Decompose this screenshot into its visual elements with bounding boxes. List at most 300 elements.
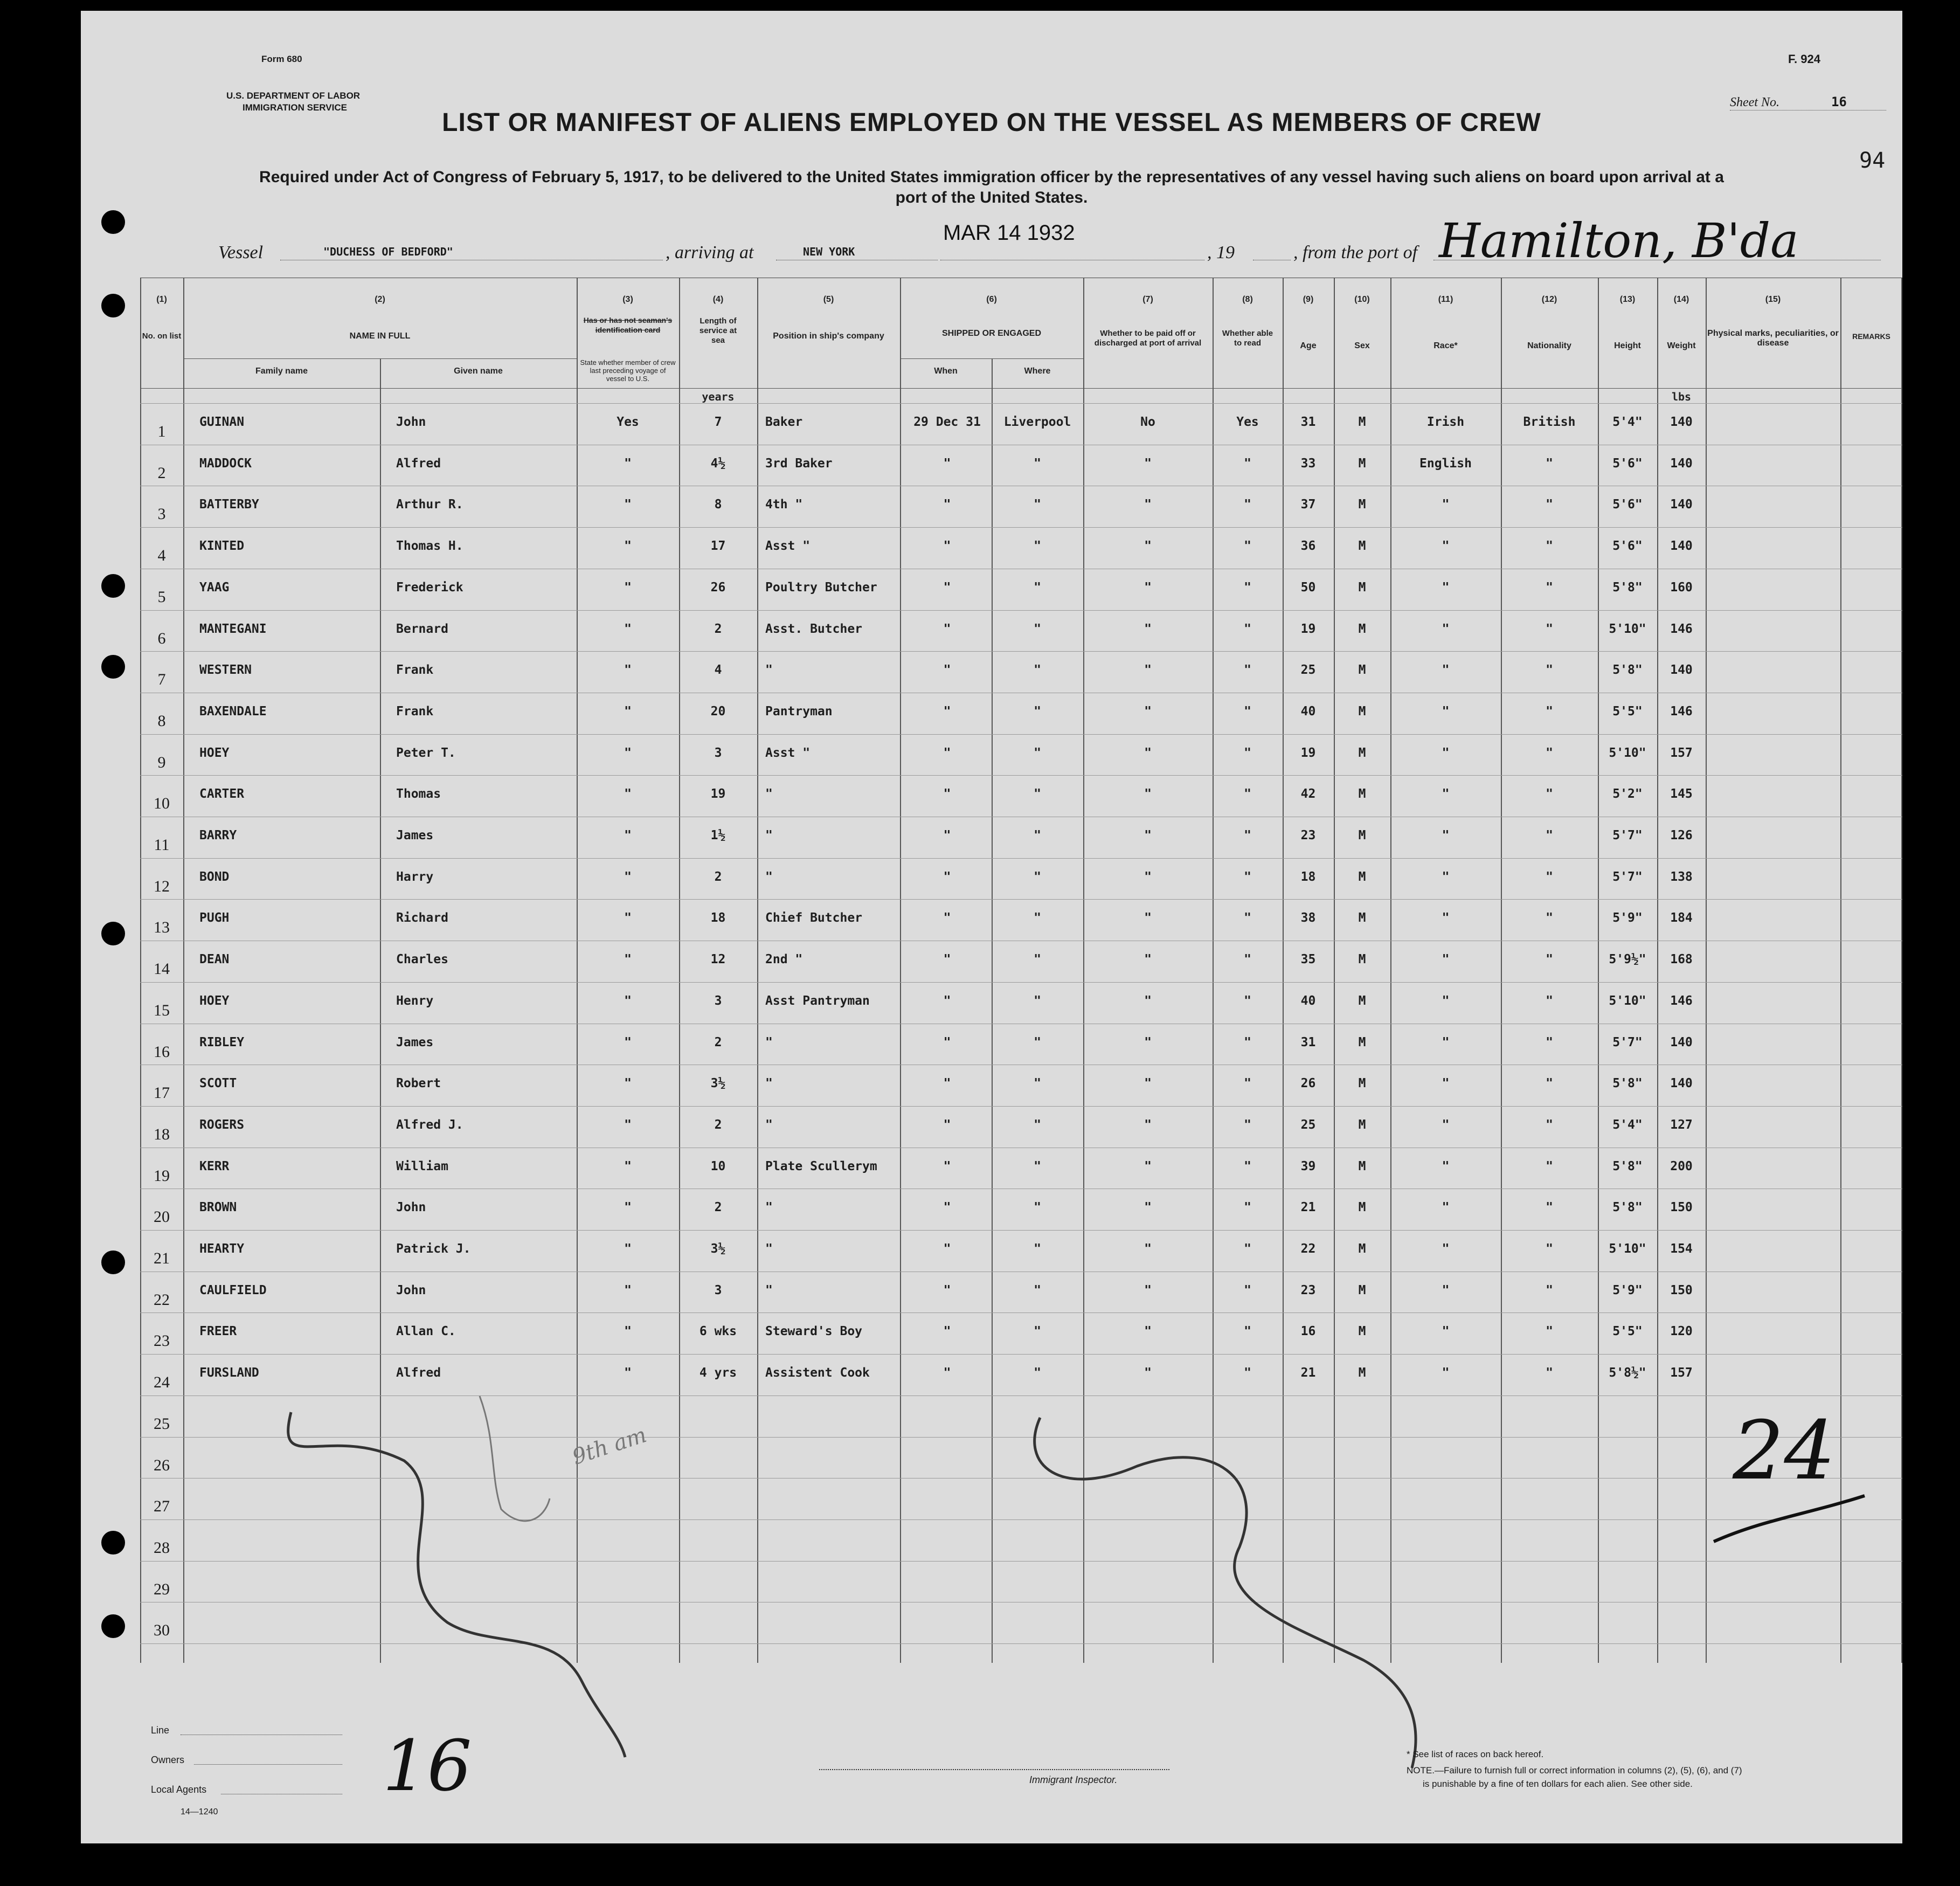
table-cell-height: 5'10" — [1609, 621, 1646, 636]
table-cell-paid-off: " — [1144, 621, 1152, 636]
table-cell-previous-voyage: " — [624, 952, 632, 967]
table-cell-able-read: Yes — [1236, 415, 1259, 429]
row-number: 10 — [154, 795, 170, 813]
table-cell-given-name: Bernard — [396, 621, 448, 636]
total-underline — [1714, 1496, 1865, 1542]
table-cell-height: 5'2" — [1612, 787, 1643, 802]
table-cell-paid-off: " — [1144, 1324, 1152, 1339]
col-num-5: (5) — [823, 295, 834, 304]
table-cell-previous-voyage: " — [624, 1117, 632, 1132]
table-cell-height: 5'7" — [1612, 869, 1643, 884]
table-cell-sex: M — [1358, 1283, 1366, 1297]
table-cell-sex: M — [1358, 1117, 1366, 1132]
row-number: 4 — [157, 547, 166, 565]
service-label: IMMIGRATION SERVICE — [243, 102, 347, 113]
table-cell-nationality: " — [1546, 1159, 1553, 1173]
table-cell-sex: M — [1358, 1324, 1366, 1339]
col-num-14: (14) — [1673, 295, 1689, 304]
col-num-4: (4) — [712, 295, 724, 304]
table-cell-position: " — [765, 1242, 773, 1256]
table-cell-sex: M — [1358, 1366, 1366, 1380]
row-number: 24 — [154, 1373, 170, 1392]
table-cell-able-read: " — [1244, 1200, 1251, 1215]
table-cell-service-length: 2 — [714, 1035, 722, 1049]
row-number: 19 — [154, 1166, 170, 1185]
table-cell-nationality: " — [1546, 1283, 1553, 1297]
table-cell-nationality: " — [1546, 580, 1553, 595]
table-cell-family-name: CAULFIELD — [199, 1283, 267, 1297]
table-cell-previous-voyage: " — [624, 993, 632, 1008]
row-number: 25 — [154, 1414, 170, 1433]
table-cell-sex: M — [1358, 911, 1366, 925]
table-cell-shipped-where: " — [1034, 1283, 1041, 1297]
table-cell-shipped-when: " — [943, 1366, 951, 1380]
header-length-service: Length of service at sea — [699, 316, 737, 345]
form-number: Form 680 — [261, 54, 302, 64]
table-cell-weight: 157 — [1670, 1366, 1693, 1380]
table-cell-paid-off: " — [1144, 1117, 1152, 1132]
table-cell-age: 33 — [1300, 456, 1316, 471]
table-cell-able-read: " — [1244, 621, 1251, 636]
row-number: 7 — [157, 671, 166, 689]
table-cell-given-name: John — [396, 415, 426, 429]
row-number: 21 — [154, 1249, 170, 1267]
table-cell-age: 23 — [1300, 1283, 1316, 1297]
table-cell-height: 5'5" — [1612, 1324, 1643, 1339]
table-cell-paid-off: " — [1144, 952, 1152, 967]
table-cell-shipped-where: " — [1034, 1324, 1041, 1339]
table-cell-previous-voyage: " — [624, 456, 632, 471]
table-cell-sex: M — [1358, 787, 1366, 802]
table-cell-nationality: " — [1546, 663, 1553, 678]
table-cell-family-name: BROWN — [199, 1200, 237, 1215]
table-cell-nationality: " — [1546, 952, 1553, 967]
table-cell-weight: 145 — [1670, 787, 1693, 802]
col-num-7: (7) — [1142, 295, 1153, 304]
table-cell-position: 3rd Baker — [765, 456, 833, 471]
table-cell-sex: M — [1358, 580, 1366, 595]
col-num-10: (10) — [1354, 295, 1370, 304]
table-cell-weight: 140 — [1670, 498, 1693, 512]
table-cell-service-length: 3½ — [710, 1242, 726, 1256]
table-cell-position: " — [765, 787, 773, 802]
table-cell-height: 5'10" — [1609, 1242, 1646, 1256]
table-cell-age: 40 — [1300, 993, 1316, 1008]
table-cell-age: 23 — [1300, 828, 1316, 842]
table-cell-height: 5'8" — [1612, 1076, 1643, 1091]
table-cell-position: " — [765, 1200, 773, 1215]
handwritten-total: 24 — [1733, 1404, 1836, 1498]
table-cell-previous-voyage: " — [624, 787, 632, 802]
table-cell-able-read: " — [1244, 1117, 1251, 1132]
table-cell-paid-off: " — [1144, 1200, 1152, 1215]
sheet-label: Sheet No. — [1730, 95, 1779, 109]
table-cell-previous-voyage: " — [624, 663, 632, 678]
table-cell-given-name: Charles — [396, 952, 448, 967]
table-cell-able-read: " — [1244, 1283, 1251, 1297]
vessel-name: "DUCHESS OF BEDFORD" — [323, 245, 453, 258]
row-number: 15 — [154, 1001, 170, 1019]
table-cell-previous-voyage: " — [624, 1283, 632, 1297]
table-cell-race: " — [1442, 828, 1450, 842]
table-cell-nationality: " — [1546, 621, 1553, 636]
table-cell-given-name: Harry — [396, 869, 434, 884]
table-cell-race: " — [1442, 1076, 1450, 1091]
header-shipped-engaged: SHIPPED OR ENGAGED — [941, 329, 1042, 338]
table-cell-weight: 140 — [1670, 456, 1693, 471]
row-number: 9 — [157, 753, 166, 771]
table-cell-paid-off: " — [1144, 993, 1152, 1008]
table-cell-service-length: 3 — [714, 745, 722, 760]
table-cell-weight: 150 — [1670, 1200, 1693, 1215]
table-cell-height: 5'7" — [1612, 828, 1643, 842]
table-cell-given-name: Henry — [396, 993, 434, 1008]
table-cell-weight: 160 — [1670, 580, 1693, 595]
table-cell-paid-off: " — [1144, 704, 1152, 719]
table-cell-sex: M — [1358, 952, 1366, 967]
table-cell-height: 5'9" — [1612, 1283, 1643, 1297]
table-cell-shipped-when: " — [943, 539, 951, 554]
table-cell-age: 50 — [1300, 580, 1316, 595]
table-cell-service-length: 1½ — [710, 828, 726, 842]
page-number: 94 — [1859, 148, 1886, 173]
header-where: Where — [1024, 367, 1051, 376]
table-cell-age: 19 — [1300, 621, 1316, 636]
table-cell-sex: M — [1358, 704, 1366, 719]
table-cell-service-length: 3 — [714, 993, 722, 1008]
table-cell-paid-off: " — [1144, 498, 1152, 512]
header-name-in-full: NAME IN FULL — [349, 331, 411, 341]
table-cell-family-name: KINTED — [199, 539, 245, 554]
table-cell-sex: M — [1358, 1242, 1366, 1256]
table-cell-previous-voyage: " — [624, 1200, 632, 1215]
table-cell-able-read: " — [1244, 1324, 1251, 1339]
table-cell-age: 40 — [1300, 704, 1316, 719]
header-physical-marks: Physical marks, peculiarities, or disease — [1707, 329, 1839, 348]
table-cell-able-read: " — [1244, 456, 1251, 471]
table-cell-nationality: " — [1546, 498, 1553, 512]
table-cell-age: 35 — [1300, 952, 1316, 967]
row-number: 12 — [154, 877, 170, 895]
table-cell-service-length: 2 — [714, 1200, 722, 1215]
table-cell-age: 25 — [1300, 1117, 1316, 1132]
table-cell-height: 5'8½" — [1609, 1366, 1646, 1380]
row-number: 3 — [157, 505, 166, 523]
row-number: 1 — [157, 423, 166, 440]
manifest-sheet — [81, 11, 1902, 1843]
table-cell-paid-off: " — [1144, 1076, 1152, 1091]
table-cell-family-name: BOND — [199, 869, 230, 884]
table-cell-paid-off: " — [1144, 1283, 1152, 1297]
table-cell-able-read: " — [1244, 539, 1251, 554]
table-cell-shipped-where: " — [1034, 621, 1041, 636]
table-cell-able-read: " — [1244, 1035, 1251, 1049]
row-number: 28 — [154, 1538, 170, 1557]
table-cell-given-name: Richard — [396, 911, 448, 925]
table-cell-age: 18 — [1300, 869, 1316, 884]
row-number: 26 — [154, 1456, 170, 1474]
arriving-port: NEW YORK — [803, 245, 855, 258]
row-number: 20 — [154, 1208, 170, 1226]
table-cell-race: " — [1442, 1200, 1450, 1215]
table-cell-service-length: 4½ — [710, 456, 726, 471]
table-cell-height: 5'8" — [1612, 580, 1643, 595]
table-cell-given-name: Alfred — [396, 456, 441, 471]
table-cell-age: 39 — [1300, 1159, 1316, 1173]
table-cell-age: 22 — [1300, 1242, 1316, 1256]
table-cell-shipped-where: " — [1034, 704, 1041, 719]
table-cell-age: 38 — [1300, 911, 1316, 925]
header-struck-id-card: Has or has not seaman's identification card — [583, 316, 673, 334]
header-weight: Weight — [1667, 341, 1696, 350]
table-cell-age: 31 — [1300, 1035, 1316, 1049]
table-cell-nationality: " — [1546, 1200, 1553, 1215]
table-cell-shipped-when: " — [943, 456, 951, 471]
table-cell-position: " — [765, 1076, 773, 1091]
row-number: 6 — [157, 629, 166, 647]
table-cell-shipped-when: " — [943, 869, 951, 884]
table-cell-sex: M — [1358, 869, 1366, 884]
sheet-number: 16 — [1831, 94, 1847, 109]
row-number: 5 — [157, 588, 166, 606]
table-cell-able-read: " — [1244, 952, 1251, 967]
table-cell-shipped-when: " — [943, 1076, 951, 1091]
table-cell-family-name: HEARTY — [199, 1242, 245, 1256]
table-cell-able-read: " — [1244, 663, 1251, 678]
header-height: Height — [1614, 341, 1641, 350]
table-cell-family-name: HOEY — [199, 745, 230, 760]
table-cell-family-name: YAAG — [199, 580, 230, 595]
table-cell-shipped-where: " — [1034, 1035, 1041, 1049]
table-cell-shipped-where: Liverpool — [1003, 415, 1071, 429]
table-cell-race: " — [1442, 1283, 1450, 1297]
table-cell-paid-off: " — [1144, 1035, 1152, 1049]
table-cell-height: 5'4" — [1612, 415, 1643, 429]
table-cell-race: " — [1442, 1117, 1450, 1132]
table-cell-shipped-when: " — [943, 1117, 951, 1132]
table-cell-race: " — [1442, 539, 1450, 554]
table-cell-age: 37 — [1300, 498, 1316, 512]
table-cell-age: 26 — [1300, 1076, 1316, 1091]
table-cell-shipped-when: " — [943, 498, 951, 512]
table-cell-sex: M — [1358, 456, 1366, 471]
table-cell-paid-off: " — [1144, 869, 1152, 884]
table-cell-shipped-where: " — [1034, 911, 1041, 925]
table-cell-height: 5'6" — [1612, 456, 1643, 471]
table-cell-able-read: " — [1244, 911, 1251, 925]
col-num-6: (6) — [986, 295, 997, 304]
table-cell-sex: M — [1358, 498, 1366, 512]
table-cell-sex: M — [1358, 745, 1366, 760]
table-cell-service-length: 6 wks — [699, 1324, 737, 1339]
table-cell-paid-off: " — [1144, 1242, 1152, 1256]
table-cell-shipped-when: " — [943, 993, 951, 1008]
table-cell-position: 2nd " — [765, 952, 803, 967]
table-cell-service-length: 10 — [710, 1159, 726, 1173]
table-cell-weight: 146 — [1670, 993, 1693, 1008]
table-cell-shipped-when: 29 Dec 31 — [913, 415, 981, 429]
table-cell-shipped-when: " — [943, 1324, 951, 1339]
table-cell-given-name: Alfred J. — [396, 1117, 463, 1132]
table-cell-service-length: 4 — [714, 663, 722, 678]
table-cell-able-read: " — [1244, 993, 1251, 1008]
table-cell-family-name: SCOTT — [199, 1076, 237, 1091]
table-cell-age: 21 — [1300, 1200, 1316, 1215]
table-cell-shipped-where: " — [1034, 828, 1041, 842]
table-cell-race: " — [1442, 869, 1450, 884]
table-cell-paid-off: " — [1144, 787, 1152, 802]
table-cell-position: Chief Butcher — [765, 911, 863, 925]
table-cell-given-name: Thomas H. — [396, 539, 463, 554]
table-cell-shipped-where: " — [1034, 869, 1041, 884]
table-cell-height: 5'10" — [1609, 993, 1646, 1008]
row-number: 8 — [157, 711, 166, 730]
table-cell-paid-off: " — [1144, 911, 1152, 925]
table-cell-able-read: " — [1244, 828, 1251, 842]
from-port-handwritten: Hamilton, B'da — [1439, 213, 1799, 268]
table-cell-shipped-when: " — [943, 911, 951, 925]
table-cell-shipped-when: " — [943, 745, 951, 760]
table-cell-race: " — [1442, 1035, 1450, 1049]
table-cell-previous-voyage: " — [624, 1076, 632, 1091]
table-cell-given-name: John — [396, 1200, 426, 1215]
table-cell-paid-off: " — [1144, 1366, 1152, 1380]
row-number: 14 — [154, 960, 170, 978]
table-cell-given-name: Thomas — [396, 787, 441, 802]
table-cell-shipped-when: " — [943, 1242, 951, 1256]
col-num-9: (9) — [1303, 295, 1314, 304]
header-able-read: Whether able to read — [1222, 329, 1273, 348]
table-cell-position: " — [765, 828, 773, 842]
table-cell-race: " — [1442, 1366, 1450, 1380]
table-cell-previous-voyage: " — [624, 621, 632, 636]
page-title: LIST OR MANIFEST OF ALIENS EMPLOYED ON THE VESSEL AS MEMBERS OF CREW — [442, 108, 1541, 137]
table-cell-shipped-when: " — [943, 704, 951, 719]
table-cell-nationality: " — [1546, 1117, 1553, 1132]
col-num-11: (11) — [1438, 295, 1453, 304]
table-cell-shipped-where: " — [1034, 745, 1041, 760]
table-cell-sex: M — [1358, 1159, 1366, 1173]
table-cell-weight: 140 — [1670, 539, 1693, 554]
table-cell-sex: M — [1358, 415, 1366, 429]
table-cell-sex: M — [1358, 1076, 1366, 1091]
table-cell-race: " — [1442, 952, 1450, 967]
table-cell-weight: 140 — [1670, 415, 1693, 429]
table-cell-shipped-where: " — [1034, 993, 1041, 1008]
table-cell-nationality: " — [1546, 869, 1553, 884]
table-cell-age: 31 — [1300, 415, 1316, 429]
table-cell-given-name: Arthur R. — [396, 498, 463, 512]
table-cell-service-length: 3 — [714, 1283, 722, 1297]
table-cell-shipped-when: " — [943, 663, 951, 678]
col-num-15: (15) — [1765, 295, 1781, 304]
footer-note-penalty-cont: is punishable by a fine of ten dollars for each alien. See other side. — [1423, 1779, 1693, 1789]
header-paid-off: Whether to be paid off or discharged at port of arrival — [1094, 329, 1202, 348]
table-cell-family-name: BARRY — [199, 828, 237, 842]
table-cell-shipped-where: " — [1034, 539, 1041, 554]
table-cell-able-read: " — [1244, 1159, 1251, 1173]
table-cell-position: " — [765, 1035, 773, 1049]
table-cell-position: Asst " — [765, 745, 811, 760]
table-cell-shipped-where: " — [1034, 1159, 1041, 1173]
table-cell-shipped-where: " — [1034, 456, 1041, 471]
footer-note-penalty: NOTE.—Failure to furnish full or correct information in columns (2), (5), (6), and (7) — [1407, 1765, 1742, 1776]
table-cell-previous-voyage: Yes — [617, 415, 639, 429]
table-cell-race: Irish — [1426, 415, 1465, 429]
table-cell-family-name: MANTEGANI — [199, 621, 267, 636]
table-cell-service-length: 8 — [714, 498, 722, 512]
page-subtitle: Required under Act of Congress of February 5, 1917, to be delivered to the United States immigration officer by the representatives of any vessel having such aliens on board upon arrival at a port of the United States. — [259, 168, 1724, 206]
table-cell-nationality: " — [1546, 745, 1553, 760]
table-cell-family-name: MADDOCK — [199, 456, 252, 471]
table-cell-shipped-when: " — [943, 828, 951, 842]
table-cell-previous-voyage: " — [624, 498, 632, 512]
table-cell-height: 5'6" — [1612, 539, 1643, 554]
table-cell-paid-off: " — [1144, 456, 1152, 471]
table-cell-nationality: " — [1546, 828, 1553, 842]
arriving-label: , arriving at — [666, 243, 754, 262]
footer-form-code: 14—1240 — [181, 1807, 218, 1816]
table-cell-paid-off: No — [1140, 415, 1155, 429]
table-cell-able-read: " — [1244, 1076, 1251, 1091]
table-cell-race: " — [1442, 993, 1450, 1008]
table-cell-position: " — [765, 1283, 773, 1297]
table-cell-position: Pantryman — [765, 704, 833, 719]
form-code: F. 924 — [1788, 52, 1820, 66]
table-cell-height: 5'4" — [1612, 1117, 1643, 1132]
table-cell-nationality: " — [1546, 911, 1553, 925]
row-number: 13 — [154, 918, 170, 937]
header-no-on-list: No. on list — [142, 331, 182, 341]
table-cell-age: 36 — [1300, 539, 1316, 554]
row-number: 29 — [154, 1580, 170, 1598]
footer-inspector-label: Immigrant Inspector. — [1029, 1774, 1118, 1785]
col-num-8: (8) — [1242, 295, 1253, 304]
table-cell-family-name: BAXENDALE — [199, 704, 267, 719]
table-cell-height: 5'6" — [1612, 498, 1643, 512]
table-cell-age: 16 — [1300, 1324, 1316, 1339]
table-cell-given-name: John — [396, 1283, 426, 1297]
row-number: 17 — [154, 1084, 170, 1102]
table-cell-given-name: Frank — [396, 663, 434, 678]
table-cell-given-name: Allan C. — [396, 1324, 456, 1339]
table-cell-service-length: 17 — [710, 539, 726, 554]
table-cell-weight: 140 — [1670, 1035, 1693, 1049]
table-cell-position: Asst. Butcher — [765, 621, 863, 636]
table-cell-race: " — [1442, 1324, 1450, 1339]
table-cell-family-name: GUINAN — [199, 415, 245, 429]
table-cell-previous-voyage: " — [624, 539, 632, 554]
header-position: Position in ship's company — [773, 331, 884, 341]
table-cell-family-name: KERR — [199, 1159, 230, 1173]
table-cell-race: " — [1442, 1159, 1450, 1173]
header-years: years — [702, 390, 735, 403]
footer-owners-underline — [194, 1764, 342, 1765]
table-cell-sex: M — [1358, 1035, 1366, 1049]
table-cell-able-read: " — [1244, 580, 1251, 595]
table-cell-family-name: ROGERS — [199, 1117, 245, 1132]
table-cell-given-name: Patrick J. — [396, 1242, 471, 1256]
col-num-13: (13) — [1619, 295, 1636, 304]
table-cell-shipped-when: " — [943, 1035, 951, 1049]
table-cell-previous-voyage: " — [624, 704, 632, 719]
table-cell-previous-voyage: " — [624, 911, 632, 925]
table-cell-able-read: " — [1244, 498, 1251, 512]
table-cell-previous-voyage: " — [624, 1035, 632, 1049]
table-cell-shipped-when: " — [943, 952, 951, 967]
table-cell-family-name: BATTERBY — [199, 498, 259, 512]
department-label: U.S. DEPARTMENT OF LABOR — [226, 91, 361, 101]
